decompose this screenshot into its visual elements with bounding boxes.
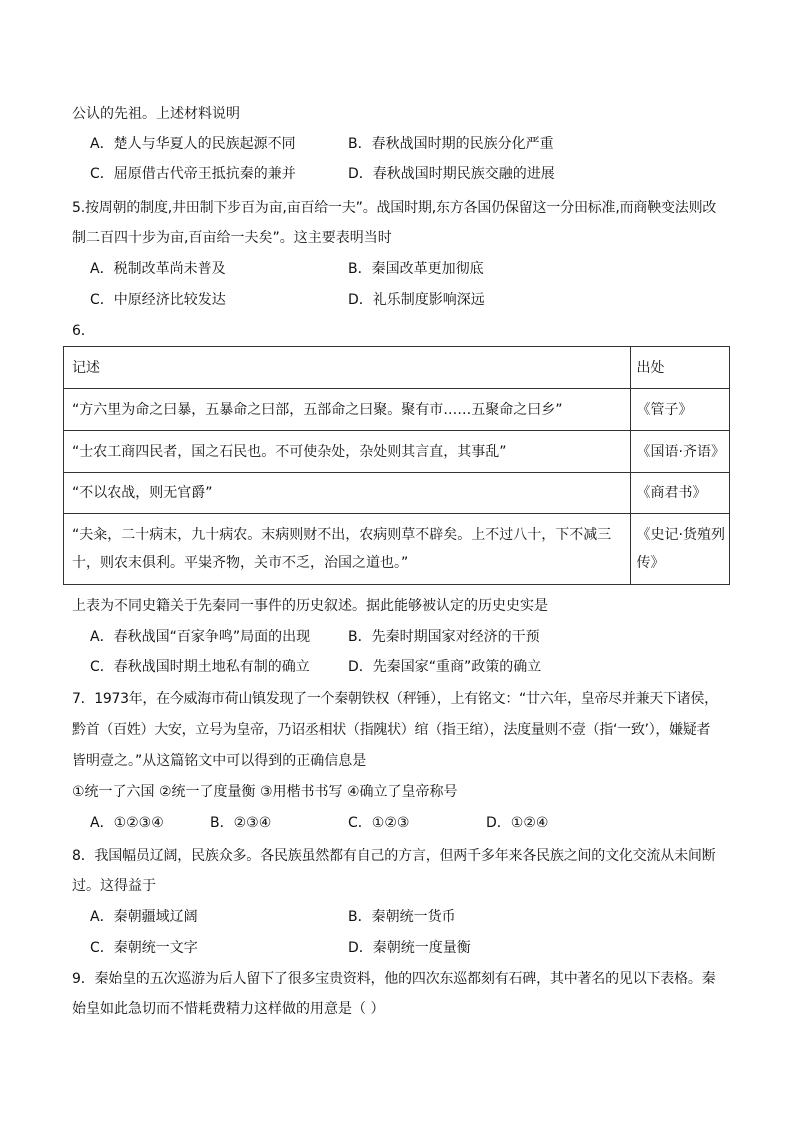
- q6-stem: 上表为不同史籍关于先秦同一事件的历史叙述。据此能够被认定的历史史实是: [72, 598, 548, 614]
- q7-stem-line2: 黔首（百姓）大安，立号为皇帝，乃诏丞相状（指隗状）绾（指王绾），法度量则不壹（指‘一致’），嫌疑者: [72, 722, 711, 738]
- q6-option-c: C．春秋战国时期土地私有制的确立: [90, 659, 310, 675]
- q4-option-d: D．春秋战国时期民族交融的进展: [348, 166, 555, 182]
- table-row: [64, 389, 730, 431]
- q9-stem-line2: 始皇如此急切而不惜耗费精力这样做的用意是（ ）: [72, 1001, 385, 1017]
- table-cell-record: “方六里为命之曰暴，五暴命之曰部，五部命之曰聚。聚有市……五聚命之曰乡”: [64, 389, 631, 431]
- q8-option-c: C．秦朝统一文字: [90, 940, 198, 956]
- q4-option-b: B．春秋战国时期的民族分化严重: [348, 136, 554, 152]
- q5-option-d: D．礼乐制度影响深远: [348, 292, 485, 308]
- table-row: [64, 473, 730, 514]
- q9-stem-line1: 9．秦始皇的五次巡游为后人留下了很多宝贵资料，他的四次东巡都刻有石碑，其中著名的见以下表格。秦: [72, 971, 716, 987]
- table-cell-record: “士农工商四民者，国之石民也。不可使杂处，杂处则其言直，其事乱”: [64, 431, 631, 473]
- table-cell-record: “夫籴，二十病末，九十病农。末病则财不出，农病则草不辟矣。上不过八十，下不减三十，则农末俱利。平粜齐物，关市不乏，治国之道也。”: [64, 514, 631, 585]
- q6-option-b: B．先秦时期国家对经济的干预: [348, 629, 540, 645]
- table-header-source: 出处: [630, 347, 729, 389]
- q6-source-table: [63, 346, 730, 585]
- q5-option-a: A．税制改革尚未普及: [90, 261, 226, 277]
- table-cell-source: 《国语·齐语》: [630, 431, 729, 473]
- table-header-row: [64, 347, 730, 389]
- q7-option-a: A．①②③④: [90, 815, 164, 831]
- table-row: [64, 431, 730, 473]
- q8-option-d: D．秦朝统一度量衡: [348, 940, 471, 956]
- q6-number: 6．: [72, 323, 95, 339]
- q7-option-c: C．①②③: [348, 815, 410, 831]
- table-cell-source: 《商君书》: [630, 473, 729, 514]
- q6-option-d: D．先秦国家“重商”政策的确立: [348, 659, 542, 675]
- table-row: [64, 514, 730, 585]
- table-cell-source: 《管子》: [630, 389, 729, 431]
- q8-stem-line1: 8．我国幅员辽阔，民族众多。各民族虽然都有自己的方言，但两千多年来各民族之间的文化交流从未间断: [72, 848, 716, 864]
- q8-option-a: A．秦朝疆域辽阔: [90, 909, 198, 925]
- q5-stem-line2: 制二百四十步为亩,百亩给一夫矣”。这主要表明当时: [72, 230, 392, 246]
- q7-option-b: B．②③④: [210, 815, 272, 831]
- q4-stem-continuation: 公认的先祖。上述材料说明: [72, 106, 240, 122]
- q5-option-b: B．秦国改革更加彻底: [348, 261, 484, 277]
- q7-statements: ①统一了六国 ②统一了度量衡 ③用楷书书写 ④确立了皇帝称号: [72, 784, 458, 800]
- table-cell-record: “不以农战，则无官爵”: [64, 473, 631, 514]
- q7-stem-line1: 7．1973年，在今威海市荷山镇发现了一个秦朝铁权（秤锤），上有铭文：“廿六年，皇帝尽并兼天下诸侯，: [72, 691, 718, 707]
- q7-option-d: D．①②④: [486, 815, 549, 831]
- q4-option-a: A．楚人与华夏人的民族起源不同: [90, 136, 296, 152]
- table-cell-source: 《史记·货殖列传》: [630, 514, 729, 585]
- q5-option-c: C．中原经济比较发达: [90, 292, 226, 308]
- q7-stem-line3: 皆明壹之。”从这篇铭文中可以得到的正确信息是: [72, 753, 367, 769]
- q6-option-a: A．春秋战国“百家争鸣”局面的出现: [90, 629, 311, 645]
- q8-option-b: B．秦朝统一货币: [348, 909, 456, 925]
- q8-stem-line2: 过。这得益于: [72, 878, 156, 894]
- q5-stem-line1: 5.按周朝的制度,井田制下步百为亩,亩百给一夫”。战国时期,东方各国仍保留这一分田标准,而商鞅变法则改: [72, 200, 717, 216]
- q4-option-c: C．屈原借古代帝王抵抗秦的兼并: [90, 166, 296, 182]
- table-header-record: 记述: [64, 347, 631, 389]
